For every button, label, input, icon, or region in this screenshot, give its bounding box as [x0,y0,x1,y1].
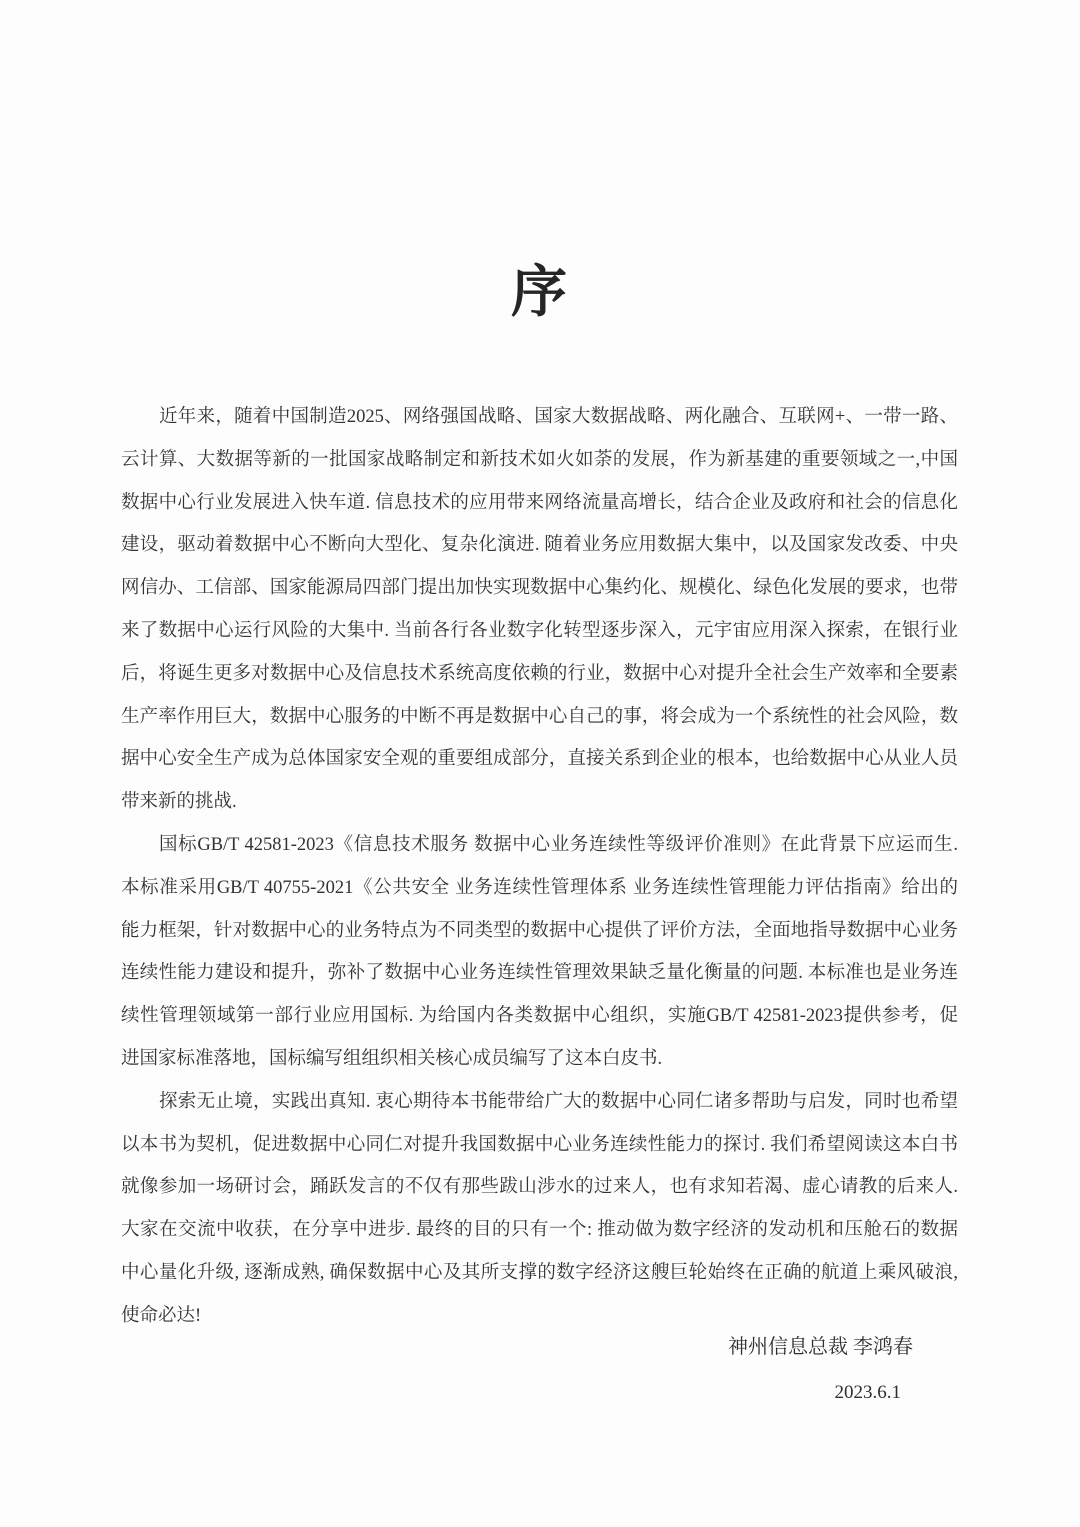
text-line: 就像参加一场研讨会，踊跃发言的不仅有那些跋山涉水的过来人，也有求知若渴、虚心请教的后来人. [121,1177,958,1198]
text-line: 连续性能力建设和提升，弥补了数据中心业务连续性管理效果缺乏量化衡量的问题. 本标准也是业务连 [121,963,958,984]
text-line: 续性管理领域第一部行业应用国标. 为给国内各类数据中心组织，实施GB/T 42581-2023提供参考，促 [121,1006,958,1027]
text-line: 能力框架，针对数据中心的业务特点为不同类型的数据中心提供了评价方法，全面地指导数据中心业务 [121,920,958,941]
page-title: 序 [511,262,569,324]
text-line: 国标GB/T 42581-2023《信息技术服务 数据中心业务连续性等级评价准则》在此背景下应运而生. [159,834,958,855]
text-line: 生产率作用巨大，数据中心服务的中断不再是数据中心自己的事，将会成为一个系统性的社会风险，数 [121,706,958,727]
text-line: 据中心安全生产成为总体国家安全观的重要组成部分，直接关系到企业的根本，也给数据中心从业人员 [121,749,958,770]
text-line: 大家在交流中收获，在分享中进步. 最终的目的只有一个: 推动做为数字经济的发动机和压舱石的数据 [121,1220,958,1241]
text-line: 网信办、工信部、国家能源局四部门提出加快实现数据中心集约化、规模化、绿色化发展的要求，也带 [121,578,958,599]
text-line: 进国家标准落地，国标编写组组织相关核心成员编写了这本白皮书. [121,1048,663,1069]
text-line: 以本书为契机，促进数据中心同仁对提升我国数据中心业务连续性能力的探讨. 我们希望阅读这本白书 [121,1134,958,1155]
text-line: 本标准采用GB/T 40755-2021《公共安全 业务连续性管理体系 业务连续性管理能力评估指南》给出的 [121,877,958,898]
text-line: 数据中心行业发展进入快车道. 信息技术的应用带来网络流量高增长，结合企业及政府和社会的信息化 [121,492,958,513]
text-line: 建设，驱动着数据中心不断向大型化、复杂化演进. 随着业务应用数据大集中，以及国家发改委、中央 [121,535,958,556]
preface-body [121,396,958,1338]
text-line: 近年来，随着中国制造2025、网络强国战略、国家大数据战略、两化融合、互联网+、一带一路、 [159,407,958,427]
text-line: 中心量化升级, 逐渐成熟, 确保数据中心及其所支撑的数字经济这艘巨轮始终在正确的航道上乘风破浪, [121,1262,958,1283]
text-line: 带来新的挑战. [121,792,237,813]
text-line: 云计算、大数据等新的一批国家战略制定和新技术如火如荼的发展，作为新基建的重要领域之一,中国 [121,449,958,470]
text-line: 后，将诞生更多对数据中心及信息技术系统高度依赖的行业，数据中心对提升全社会生产效率和全要素 [121,663,958,684]
text-line: 使命必达! [121,1305,202,1326]
text-line: 探索无止境，实践出真知. 衷心期待本书能带给广大的数据中心同仁诸多帮助与启发，同时也希望 [159,1091,958,1112]
text-line: 来了数据中心运行风险的大集中. 当前各行各业数字化转型逐步深入，元宇宙应用深入探索，在银行业 [121,620,958,641]
signature-date: 2023.6.1 [834,1382,901,1403]
signature-author: 神州信息总裁 李鸿春 [728,1336,913,1358]
